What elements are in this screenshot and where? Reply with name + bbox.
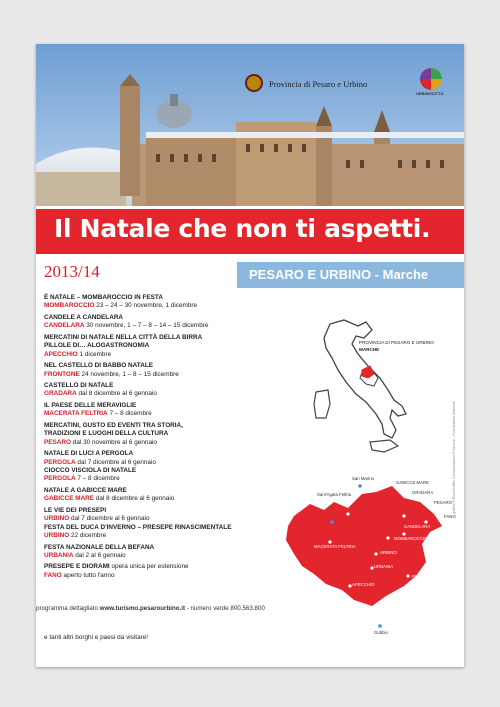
event-item [44,294,284,311]
event-dates: dal 7 dicembre al 6 gennaio [75,458,156,466]
italy-map-label-region: MARCHE [359,347,380,352]
event-dates: 30 novembre, 1 – 7 – 8 – 14 – 15 dicembre [84,322,209,330]
map-label-fano: FANO [444,514,456,519]
italy-map [286,314,426,464]
poster [36,44,464,667]
event-date-line [44,351,284,359]
map-label-pesaro: PESARO [434,500,452,505]
event-dates: 1 dicembre [77,350,112,358]
event-title [44,563,284,571]
event-date-line [44,459,284,467]
event-title: MERCATINI, GUSTO ED EVENTI TRA STORIA, [44,421,183,429]
events-list [44,294,284,583]
event-location: MOMBAROCCIO [44,302,95,310]
event-location: PESARO [44,438,71,446]
footer-prefix: programma dettagliato [36,605,100,612]
province-name: Provincia di Pesaro e Urbino [269,79,368,89]
event-dates: dal 7 dicembre al 6 gennaio [69,515,150,523]
event-title: PILLOLE DI… ALOGASTRONOMIA [44,342,150,350]
urbino-city-logo-text: URBINOCITTÀ [416,91,444,96]
website-link[interactable]: www.turismo.pesarourbino.it [99,605,186,612]
event-item [44,334,284,359]
event-location: PERGOLA [44,475,76,483]
event-title: FESTA DEL DUCA D'INVERNO – PRESEPE RINASCIMENTALE [44,523,232,531]
event-item [44,422,284,447]
footer [36,605,265,612]
map-label-gradara: GRADARA [412,490,434,495]
map-label-mombaroccio: MOMBAROCCIO [394,536,428,541]
event-item [44,544,284,561]
event-item [44,450,284,484]
event-dates: 23 – 24 – 30 novembre, 1 dicembre [94,302,198,310]
event-title: NATALE A GABICCE MARE [44,486,127,494]
event-dates: 22 dicembre [69,532,107,539]
event-item [44,362,284,379]
event-dates: aperto tutto l'anno [61,571,115,579]
event-location: URBINO [44,515,70,523]
map-label-san-marino: San Marino [352,476,374,481]
event-title: CASTELLO DI NATALE [44,382,114,390]
event-date-line [44,495,284,503]
title-banner [36,209,464,254]
event-date-line [44,302,284,310]
event-title: MERCATINI DI NATALE NELLA CITTÀ DELLA BIRRA [44,333,203,341]
event-item [44,487,284,504]
event-item [44,507,284,541]
event-location: GABICCE MARE [44,495,95,503]
event-date-line [44,475,284,483]
event-title: FESTA NAZIONALE DELLA BEFANA [44,543,155,551]
event-title: CIOCCO VISCIOLA DI NATALE [44,466,137,474]
event-title: IL PAESE DELLE MERAVIGLIE [44,401,137,409]
event-title-suffix: opera unica per estensione [109,563,189,571]
event-location: GRADARA [44,390,77,398]
event-date-line [44,410,284,418]
event-item [44,402,284,419]
footer-note: e tanti altri borghi e paesi da visitare! [44,634,149,641]
event-date-line [44,390,284,398]
map-label-frontone: FRONTONE [380,600,405,605]
event-dates: 24 novembre, 1 – 8 – 15 dicembre [79,370,179,378]
province-map [276,464,464,644]
event-dates: dal 2 al 6 gennaio [73,551,126,559]
map-label-sant-agata-feltria: Sant'Agata Feltria [316,492,352,497]
map-label-urbania: URBANIA [374,564,394,569]
banner-title: Il Natale che non ti aspetti. [54,214,431,243]
event-date-line [44,322,284,330]
region-label: PESARO E URBINO - Marche [249,267,429,282]
event-dates: 7 – 8 dicembre [75,475,120,483]
map-label-gabicce-mare: GABICCE MARE [396,480,429,485]
event-location: MACERATA FELTRIA [44,410,108,418]
year-label: 2013/14 [44,262,100,281]
italy-map-label-province: PROVINCIA DI PESARO E URBINO [359,340,434,345]
event-title: È NATALE – MOMBAROCCIO IN FESTA [44,294,163,301]
event-location: APECCHIO [44,350,78,358]
event-dates: dal 30 novembre al 6 gennaio [71,438,157,446]
event-dates: 7 – 8 dicembre [107,410,152,418]
event-title: NEL CASTELLO DI BABBO NATALE [44,362,153,370]
event-date-line [44,439,284,447]
event-title: LE VIE DEI PRESEPI [44,506,107,514]
map-label-candelara: CANDELARA [404,524,431,529]
event-location: CANDELARA [44,322,85,330]
region-box [237,262,464,288]
map-label-apecchio: APECCHIO [352,582,375,587]
event-title: TRADIZIONI E LUOGHI DELLA CULTURA [44,430,169,438]
event-location: PERGOLA [44,458,76,466]
map-label-macerata-feltria: MACERATA FELTRIA [314,544,356,549]
event-date-line [44,532,284,540]
event-title: NATALE DI LUCI A PERGOLA [44,450,134,458]
province-crest-icon [245,74,263,92]
event-location: FANO [44,571,62,579]
event-date-line [44,371,284,379]
event-dates: dal 8 dicembre al 6 gennaio [76,390,157,398]
event-date-line [44,515,284,523]
event-title-main: PRESEPE E DIORAMI [44,563,110,571]
event-item [44,314,284,331]
event-location: URBINO [44,532,70,539]
urbino-city-logo-icon [420,68,442,90]
map-label-urbino: URBINO [380,550,397,555]
header-photo [36,44,464,206]
event-dates: dal 8 dicembre al 6 gennaio [94,495,175,503]
photo-credits: grafica R Bonelli Uffici Comunicazione Provincia – Foto Antonio Sammali [452,401,456,514]
event-location: URBANIA [44,551,74,559]
map-label-gubbio: Gubbio [374,630,388,635]
map-label-pergola: PERGOLA [412,574,433,579]
event-item [44,382,284,399]
event-date-line [44,572,284,580]
event-item [44,563,284,580]
footer-suffix: - numero verde 800.563.800 [185,605,265,612]
event-date-line [44,552,284,560]
event-title: CANDELE A CANDELARA [44,313,124,321]
event-location: FRONTONE [44,370,80,378]
